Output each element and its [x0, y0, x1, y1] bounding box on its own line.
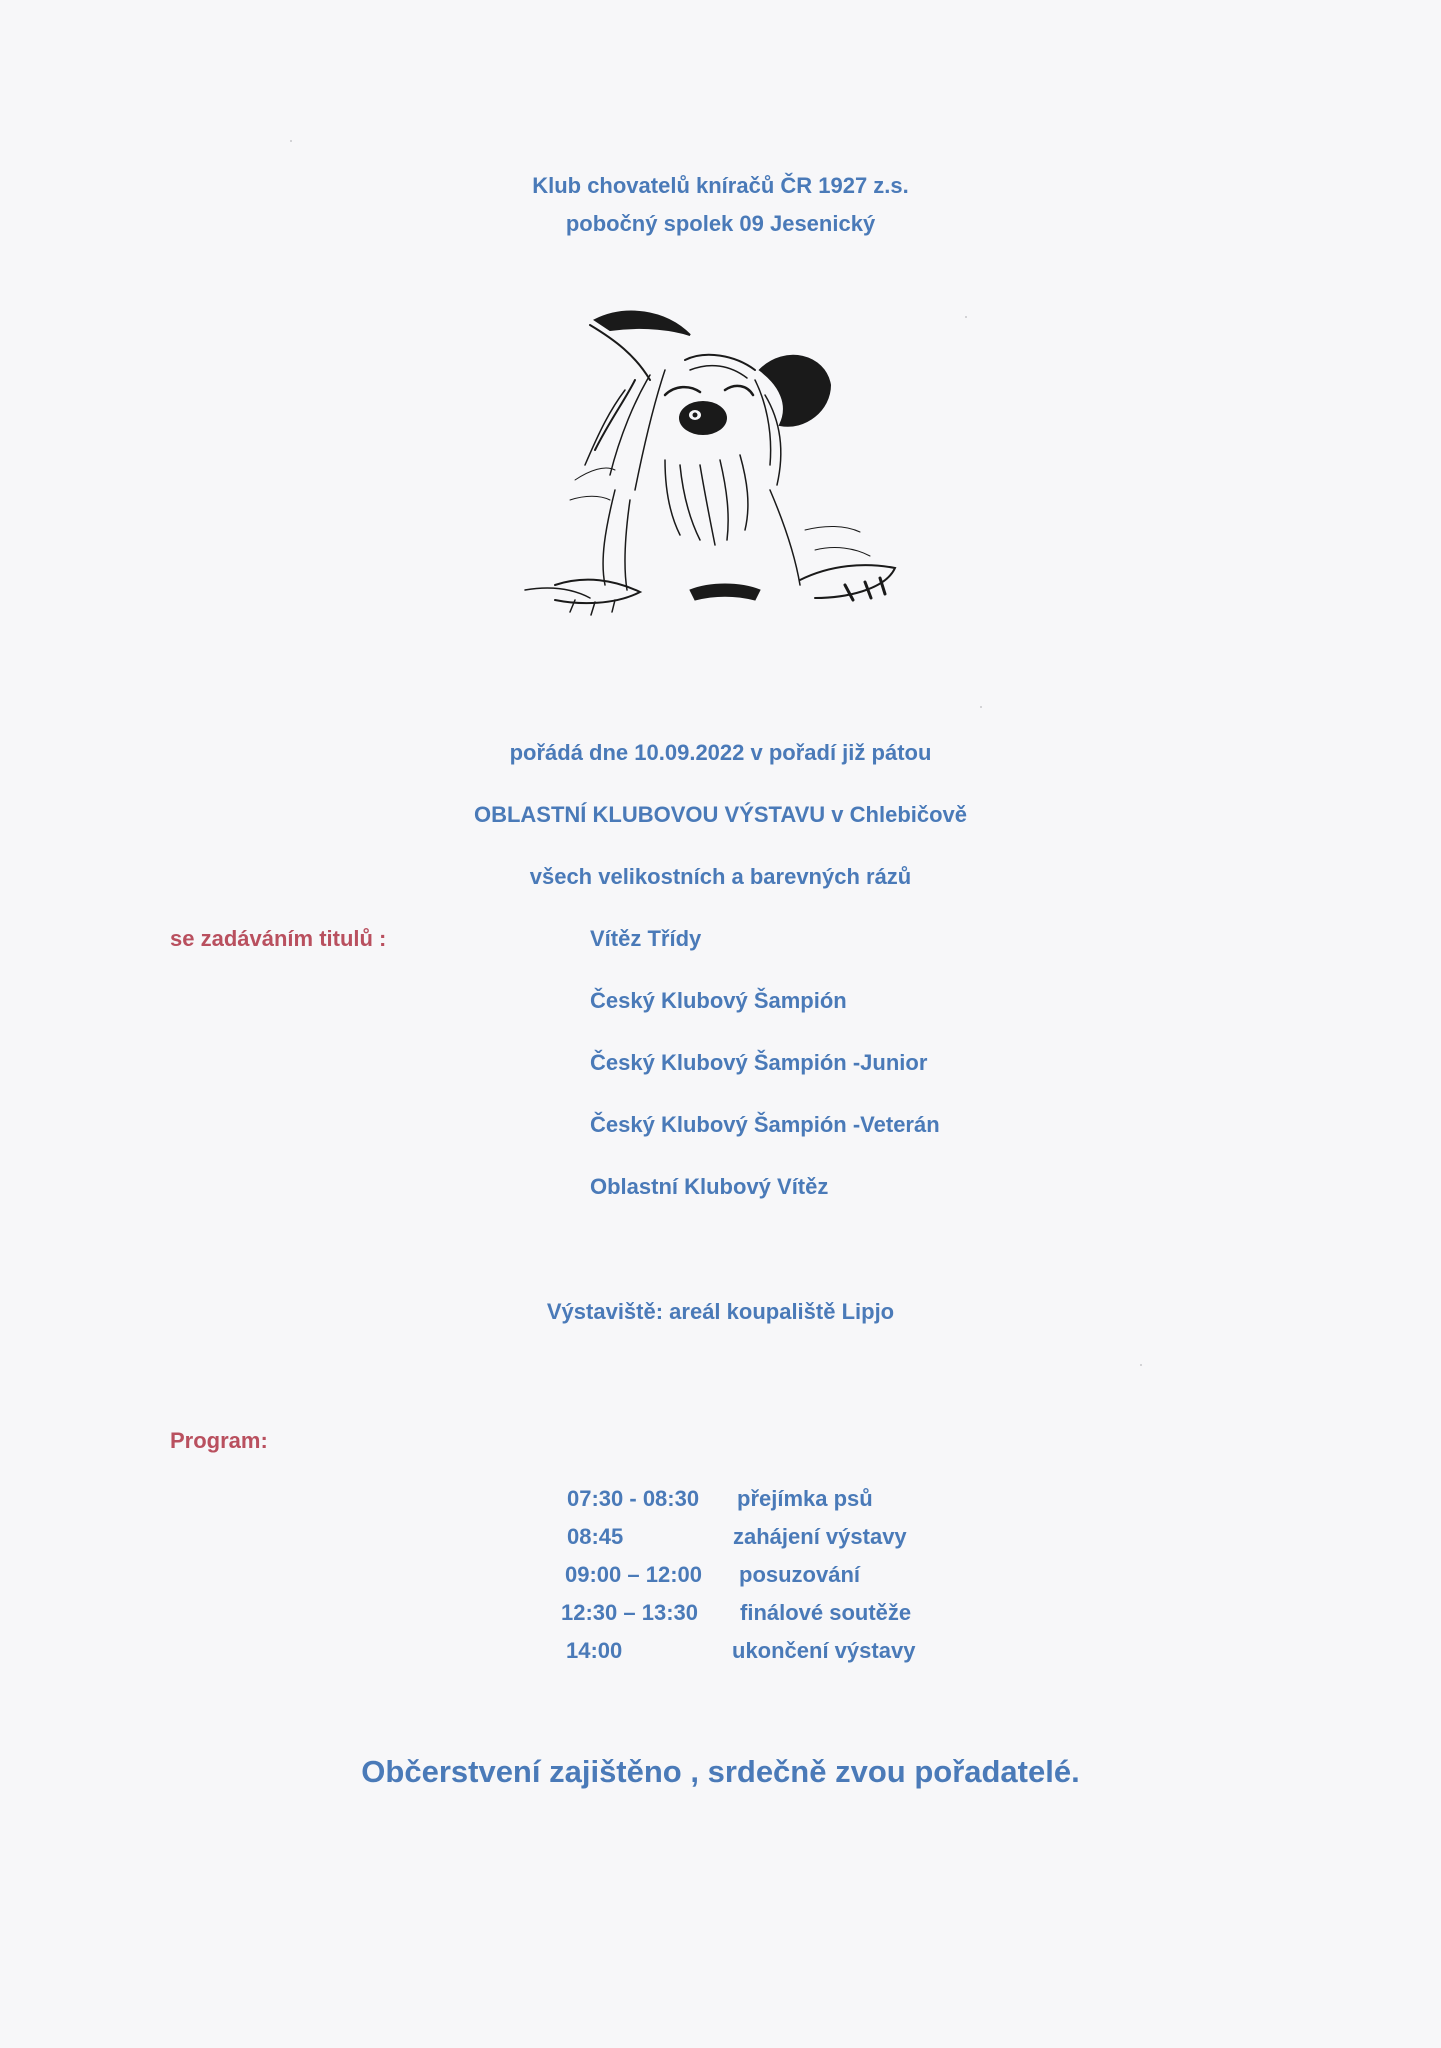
- closing-line: Občerstvení zajištěno , srdečně zvou pořadatelé.: [361, 1754, 1080, 1789]
- program-activity: ukončení výstavy: [732, 1638, 916, 1663]
- program-activity: zahájení výstavy: [733, 1524, 907, 1549]
- event-scope-line: všech velikostních a barevných rázů: [529, 864, 912, 889]
- title-item: Český Klubový Šampión: [590, 988, 847, 1013]
- title-item: Oblastní Klubový Vítěz: [590, 1174, 829, 1199]
- title-item: Vítěz Třídy: [590, 926, 702, 951]
- venue-line: Výstaviště: areál koupaliště Lipjo: [546, 1299, 895, 1324]
- branch-name: pobočný spolek 09 Jesenický: [565, 211, 876, 236]
- schnauzer-dog-icon: [515, 300, 915, 630]
- title-item: Český Klubový Šampión -Junior: [590, 1050, 928, 1075]
- program-label: Program:: [170, 1428, 268, 1453]
- scan-speck: [290, 140, 292, 142]
- scan-speck: [980, 706, 982, 708]
- program-activity: přejímka psů: [737, 1486, 873, 1511]
- event-title-line: OBLASTNÍ KLUBOVOU VÝSTAVU v Chlebičově: [473, 802, 968, 827]
- program-time: 08:45: [567, 1524, 624, 1549]
- program-time: 14:00: [566, 1638, 623, 1663]
- event-date-line: pořádá dne 10.09.2022 v pořadí již pátou: [509, 740, 932, 765]
- program-activity: posuzování: [739, 1562, 861, 1587]
- title-item: Český Klubový Šampión -Veterán: [590, 1112, 940, 1137]
- scan-speck: [965, 316, 967, 318]
- program-time: 12:30 – 13:30: [561, 1600, 698, 1625]
- scan-speck: [1140, 1364, 1142, 1366]
- club-name: Klub chovatelů kníračů ČR 1927 z.s.: [532, 173, 909, 198]
- titles-label: se zadáváním titulů :: [170, 926, 387, 951]
- program-time: 07:30 - 08:30: [567, 1486, 700, 1511]
- program-time: 09:00 – 12:00: [565, 1562, 702, 1587]
- program-activity: finálové soutěže: [740, 1600, 912, 1625]
